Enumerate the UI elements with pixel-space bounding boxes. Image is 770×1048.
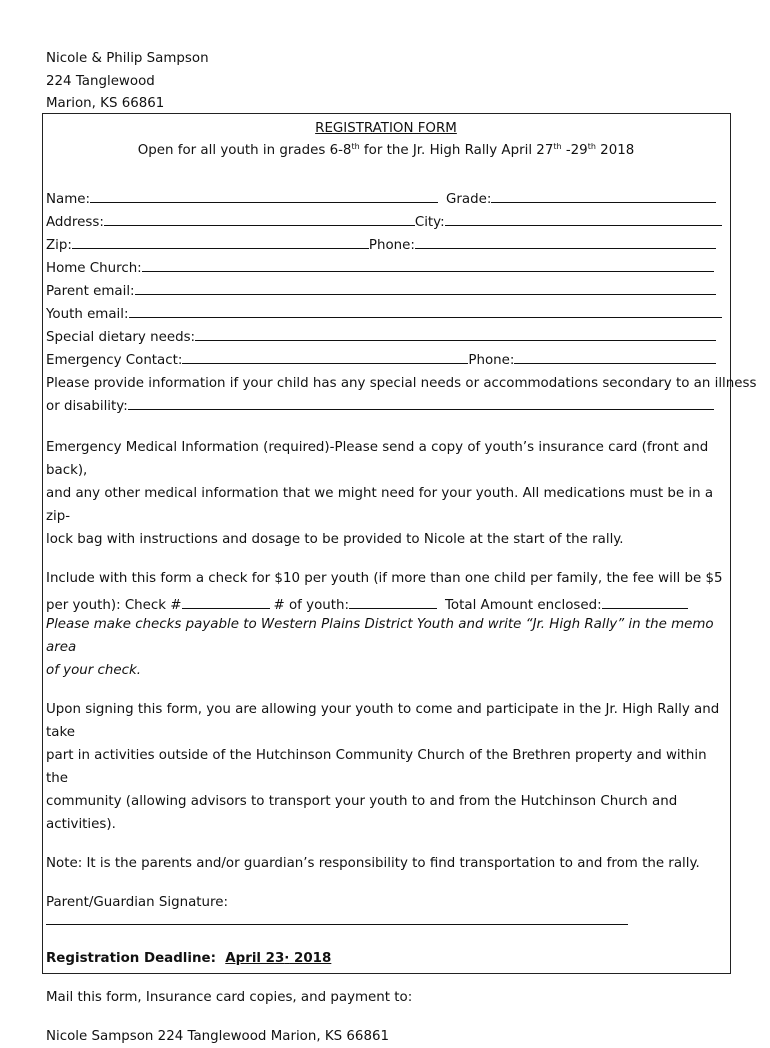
youth-count-label: # of youth: xyxy=(273,598,350,613)
checks-note-line-1: Please make checks payable to Western Plains District Youth and write “Jr. High Rally” in the memo area xyxy=(46,617,714,655)
consent-line-3: community (allowing advisors to transport your youth to and from the Hutchinson Church and activities). xyxy=(46,794,678,832)
subtitle-sup3: th xyxy=(587,142,596,151)
payment-line-2 xyxy=(46,590,726,613)
deadline-date-separator: · xyxy=(284,951,290,966)
deadline-label: Registration Deadline: xyxy=(46,951,216,966)
consent-line-2: part in activities outside of the Hutchinson Community Church of the Brethren property and within the xyxy=(46,748,707,786)
address-city-row xyxy=(46,207,726,230)
sender-address-block xyxy=(46,48,209,116)
address-field[interactable] xyxy=(104,225,415,226)
dietary-row xyxy=(46,322,726,345)
emergency-phone-label: Phone: xyxy=(468,353,515,368)
subtitle-part2: for the Jr. High Rally April 27 xyxy=(359,143,554,158)
subtitle-part1: Open for all youth in grades 6-8 xyxy=(137,143,352,158)
medical-info-line-3: lock bag with instructions and dosage to be provided to Nicole at the start of the rally. xyxy=(46,532,624,547)
signature-field[interactable] xyxy=(46,914,628,925)
emergency-contact-field[interactable] xyxy=(182,363,468,364)
subtitle-part3: -29 xyxy=(561,143,588,158)
form-subtitle xyxy=(46,140,726,162)
checks-payable-note xyxy=(46,613,726,682)
subtitle-part4: 2018 xyxy=(595,143,635,158)
disability-label: or disability: xyxy=(46,399,128,414)
phone-field[interactable] xyxy=(415,248,716,249)
name-grade-row xyxy=(46,184,726,207)
deadline-date-part1: April 23 xyxy=(225,951,285,966)
phone-label: Phone: xyxy=(368,238,415,253)
total-amount-label: Total Amount enclosed: xyxy=(445,598,602,613)
deadline-date xyxy=(225,951,331,966)
subtitle-sup2: th xyxy=(553,142,562,151)
name-label: Name: xyxy=(46,192,91,207)
mail-address: Nicole Sampson 224 Tanglewood Marion, KS 66861 xyxy=(46,1029,390,1044)
parent-email-label: Parent email: xyxy=(46,284,135,299)
mail-instructions: Mail this form, Insurance card copies, and payment to: xyxy=(46,990,413,1005)
check-number-field[interactable] xyxy=(182,608,270,609)
special-needs-text: Please provide information if your child has any special needs or accommodations secondary to an illness xyxy=(46,376,757,391)
youth-count-field[interactable] xyxy=(349,608,437,609)
deadline-date-part2: 2018 xyxy=(289,951,332,966)
signature-label: Parent/Guardian Signature: xyxy=(46,895,228,910)
youth-email-field[interactable] xyxy=(129,317,722,318)
parent-email-field[interactable] xyxy=(135,294,716,295)
home-church-label: Home Church: xyxy=(46,261,142,276)
consent-paragraph xyxy=(46,698,726,836)
grade-label: Grade: xyxy=(446,192,492,207)
city-label: City: xyxy=(414,215,445,230)
dietary-label: Special dietary needs: xyxy=(46,330,196,345)
grade-field[interactable] xyxy=(491,202,716,203)
zip-label: Zip: xyxy=(46,238,72,253)
parent-email-row xyxy=(46,276,726,299)
registration-form xyxy=(42,113,757,1044)
emergency-contact-label: Emergency Contact: xyxy=(46,353,183,368)
check-number-label: per youth): Check # xyxy=(46,598,182,613)
sender-city-state: Marion, KS 66861 xyxy=(46,96,165,111)
checks-note-line-2: of your check. xyxy=(46,663,141,678)
medical-info-line-2: and any other medical information that we might need for your youth. All medications must be in a zip- xyxy=(46,486,714,524)
name-field[interactable] xyxy=(90,202,438,203)
registration-deadline xyxy=(46,947,726,970)
form-title: REGISTRATION FORM xyxy=(315,121,457,136)
payment-line-1: Include with this form a check for $10 per youth (if more than one child per family, the fee will be $5 xyxy=(46,571,723,586)
sender-street: 224 Tanglewood xyxy=(46,73,155,89)
address-label: Address: xyxy=(46,215,104,230)
form-content xyxy=(46,118,757,1048)
consent-line-1: Upon signing this form, you are allowing your youth to come and participate in the Jr. High Rally and take xyxy=(46,702,720,740)
youth-email-row xyxy=(46,299,726,322)
home-church-field[interactable] xyxy=(142,271,714,272)
emergency-contact-row xyxy=(46,345,726,368)
disability-field[interactable] xyxy=(128,409,714,410)
subtitle-sup1: th xyxy=(351,142,360,151)
sender-name: Nicole & Philip Sampson xyxy=(46,51,209,66)
dietary-field[interactable] xyxy=(195,340,716,341)
transportation-note: Note: It is the parents and/or guardian’s responsibility to find transportation to and from the rally. xyxy=(46,856,700,871)
youth-email-label: Youth email: xyxy=(46,307,129,322)
total-amount-field[interactable] xyxy=(602,608,688,609)
zip-field[interactable] xyxy=(72,248,369,249)
zip-phone-row xyxy=(46,230,726,253)
emergency-phone-field[interactable] xyxy=(514,363,716,364)
disability-row xyxy=(46,391,726,414)
home-church-row xyxy=(46,253,726,276)
city-field[interactable] xyxy=(445,225,722,226)
medical-info-line-1: Emergency Medical Information (required)-Please send a copy of youth’s insurance card (front and back), xyxy=(46,440,709,478)
special-needs-line xyxy=(46,368,757,391)
medical-info-paragraph xyxy=(46,436,726,551)
